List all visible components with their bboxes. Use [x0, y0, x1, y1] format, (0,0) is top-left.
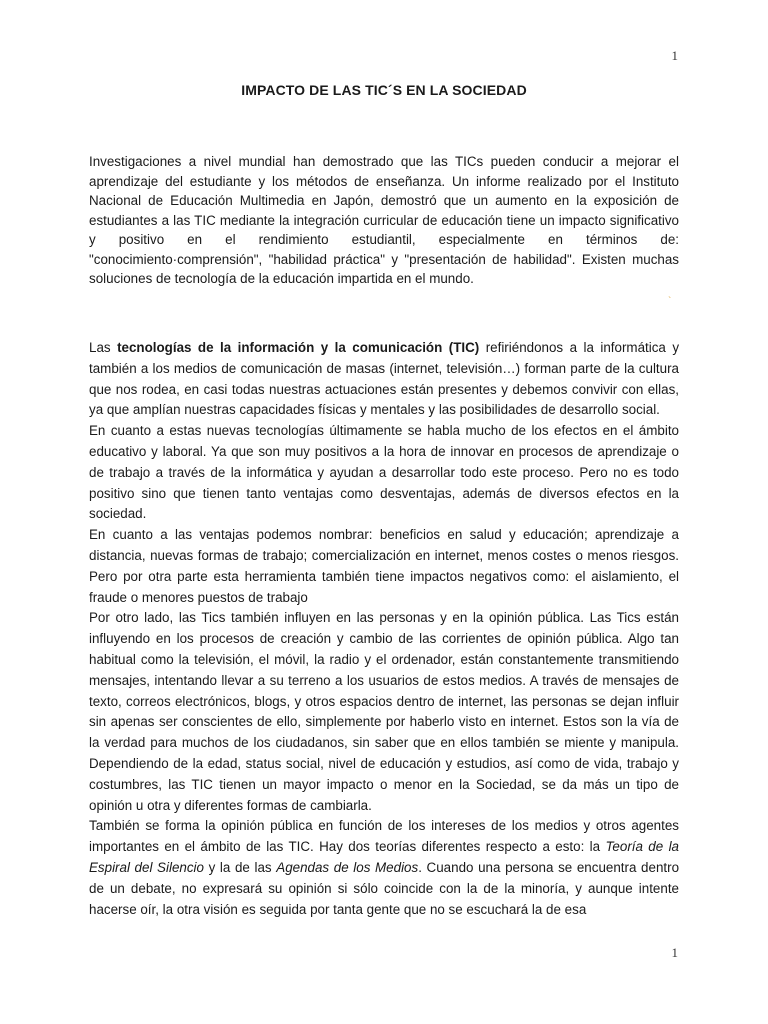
paragraph-public-opinion: Por otro lado, las Tics también influyen en las personas y en la opinión pública. Las Tics están influyendo en los procesos de creación y cambio de las corrientes de opinión pública. Algo tan habitual como la televisión, el móvil, la radio y el ordenador, están constantemente transmitiendo mensajes, intentando llevar a su terreno a los usuarios de estos medios. A través de mensajes de texto, correos electrónicos, blogs, y otros espacios dentro de internet, las personas se dejan influir sin apenas ser conscientes de ello, simplemente por haberlo visto en internet. Estos son la vía de la verdad para muchos de los ciudadanos, sin saber que en ellos también se miente y manipula. Dependiendo de la edad, status social, nivel de educación y estudios, así como de vida, trabajo y costumbres, las TIC tienen un mayor impacto o menor en la Sociedad, se da más un tipo de opinión u otra y diferentes formas de cambiarla.: [89, 610, 679, 813]
paragraph-theories: También se forma la opinión pública en función de los intereses de los medios y otros agentes importantes en el ámbito de las TIC. Hay dos teorías diferentes respecto a esto: la Teoría de la Espiral del Silencio y la de las Agendas de los Medios. Cuando una persona se encuentra dentro de un debate, no expresará su opinión si sólo coincide con la de la minoría, y aunque intente hacerse oír, la otra visión es seguida por tanta gente que no se escuchará la de esa: [89, 818, 680, 917]
body-text: [89, 338, 679, 920]
theory-media-agenda: Agendas de los Medios: [276, 859, 419, 875]
bold-term: tecnologías de la información y la comunicación (TIC): [117, 340, 480, 355]
paragraph-advantages: En cuanto a las ventajas podemos nombrar: beneficios en salud y educación; aprendizaje a distancia, nuevas formas de trabajo; comercialización en internet, menos costes o menos riesgos. Pero por otra parte esta herramienta también tiene impactos negativos como: el aislamiento, el fraude o menores puestos de trabajo: [89, 527, 679, 605]
document-title: IMPACTO DE LAS TIC´S EN LA SOCIEDAD: [241, 82, 527, 98]
theory-spiral-of-silence: Teoría de la Espiral del Silencio: [89, 839, 679, 875]
stray-mark: `: [668, 296, 672, 307]
intro-paragraph: Investigaciones a nivel mundial han demostrado que las TICs pueden conducir a mejorar el aprendizaje del estudiante y los métodos de enseñanza. Un informe realizado por el Instituto Nacional de Educación Multimedia en Japón, demostró que un aumento en la exposición de estudiantes a las TIC mediante la integración curricular de educación tiene un impacto significativo y positivo en el rendimiento estudiantil, especialmente en términos de: "conocimiento·comprensión", "habilidad práctica" y "presentación de habilidad". Existen muchas soluciones de tecnología de la educación impartida en el mundo.: [89, 154, 679, 286]
paragraph-tic-definition: Las tecnologías de la información y la comunicación (TIC) refiriéndonos a la informática y también a los medios de comunicación de masas (internet, televisión…) forman parte de la cultura que nos rodea, en casi todas nuestras actuaciones están presentes y debemos convivir con ellas, ya que amplían nuestras capacidades físicas y mentales y las posibilidades de desarrollo social.: [89, 340, 680, 418]
page-number-top: 1: [671, 48, 678, 63]
page-number-bottom: 1: [671, 945, 678, 960]
paragraph-effects: En cuanto a estas nuevas tecnologías últimamente se habla mucho de los efectos en el ámbito educativo y laboral. Ya que son muy positivos a la hora de innovar en procesos de aprendizaje o de trabajo a través de la informática y ayudan a desarrollar todo este proceso. Pero no es todo positivo sino que tienen tanto ventajas como desventajas, además de diversos efectos en la sociedad.: [89, 423, 679, 522]
